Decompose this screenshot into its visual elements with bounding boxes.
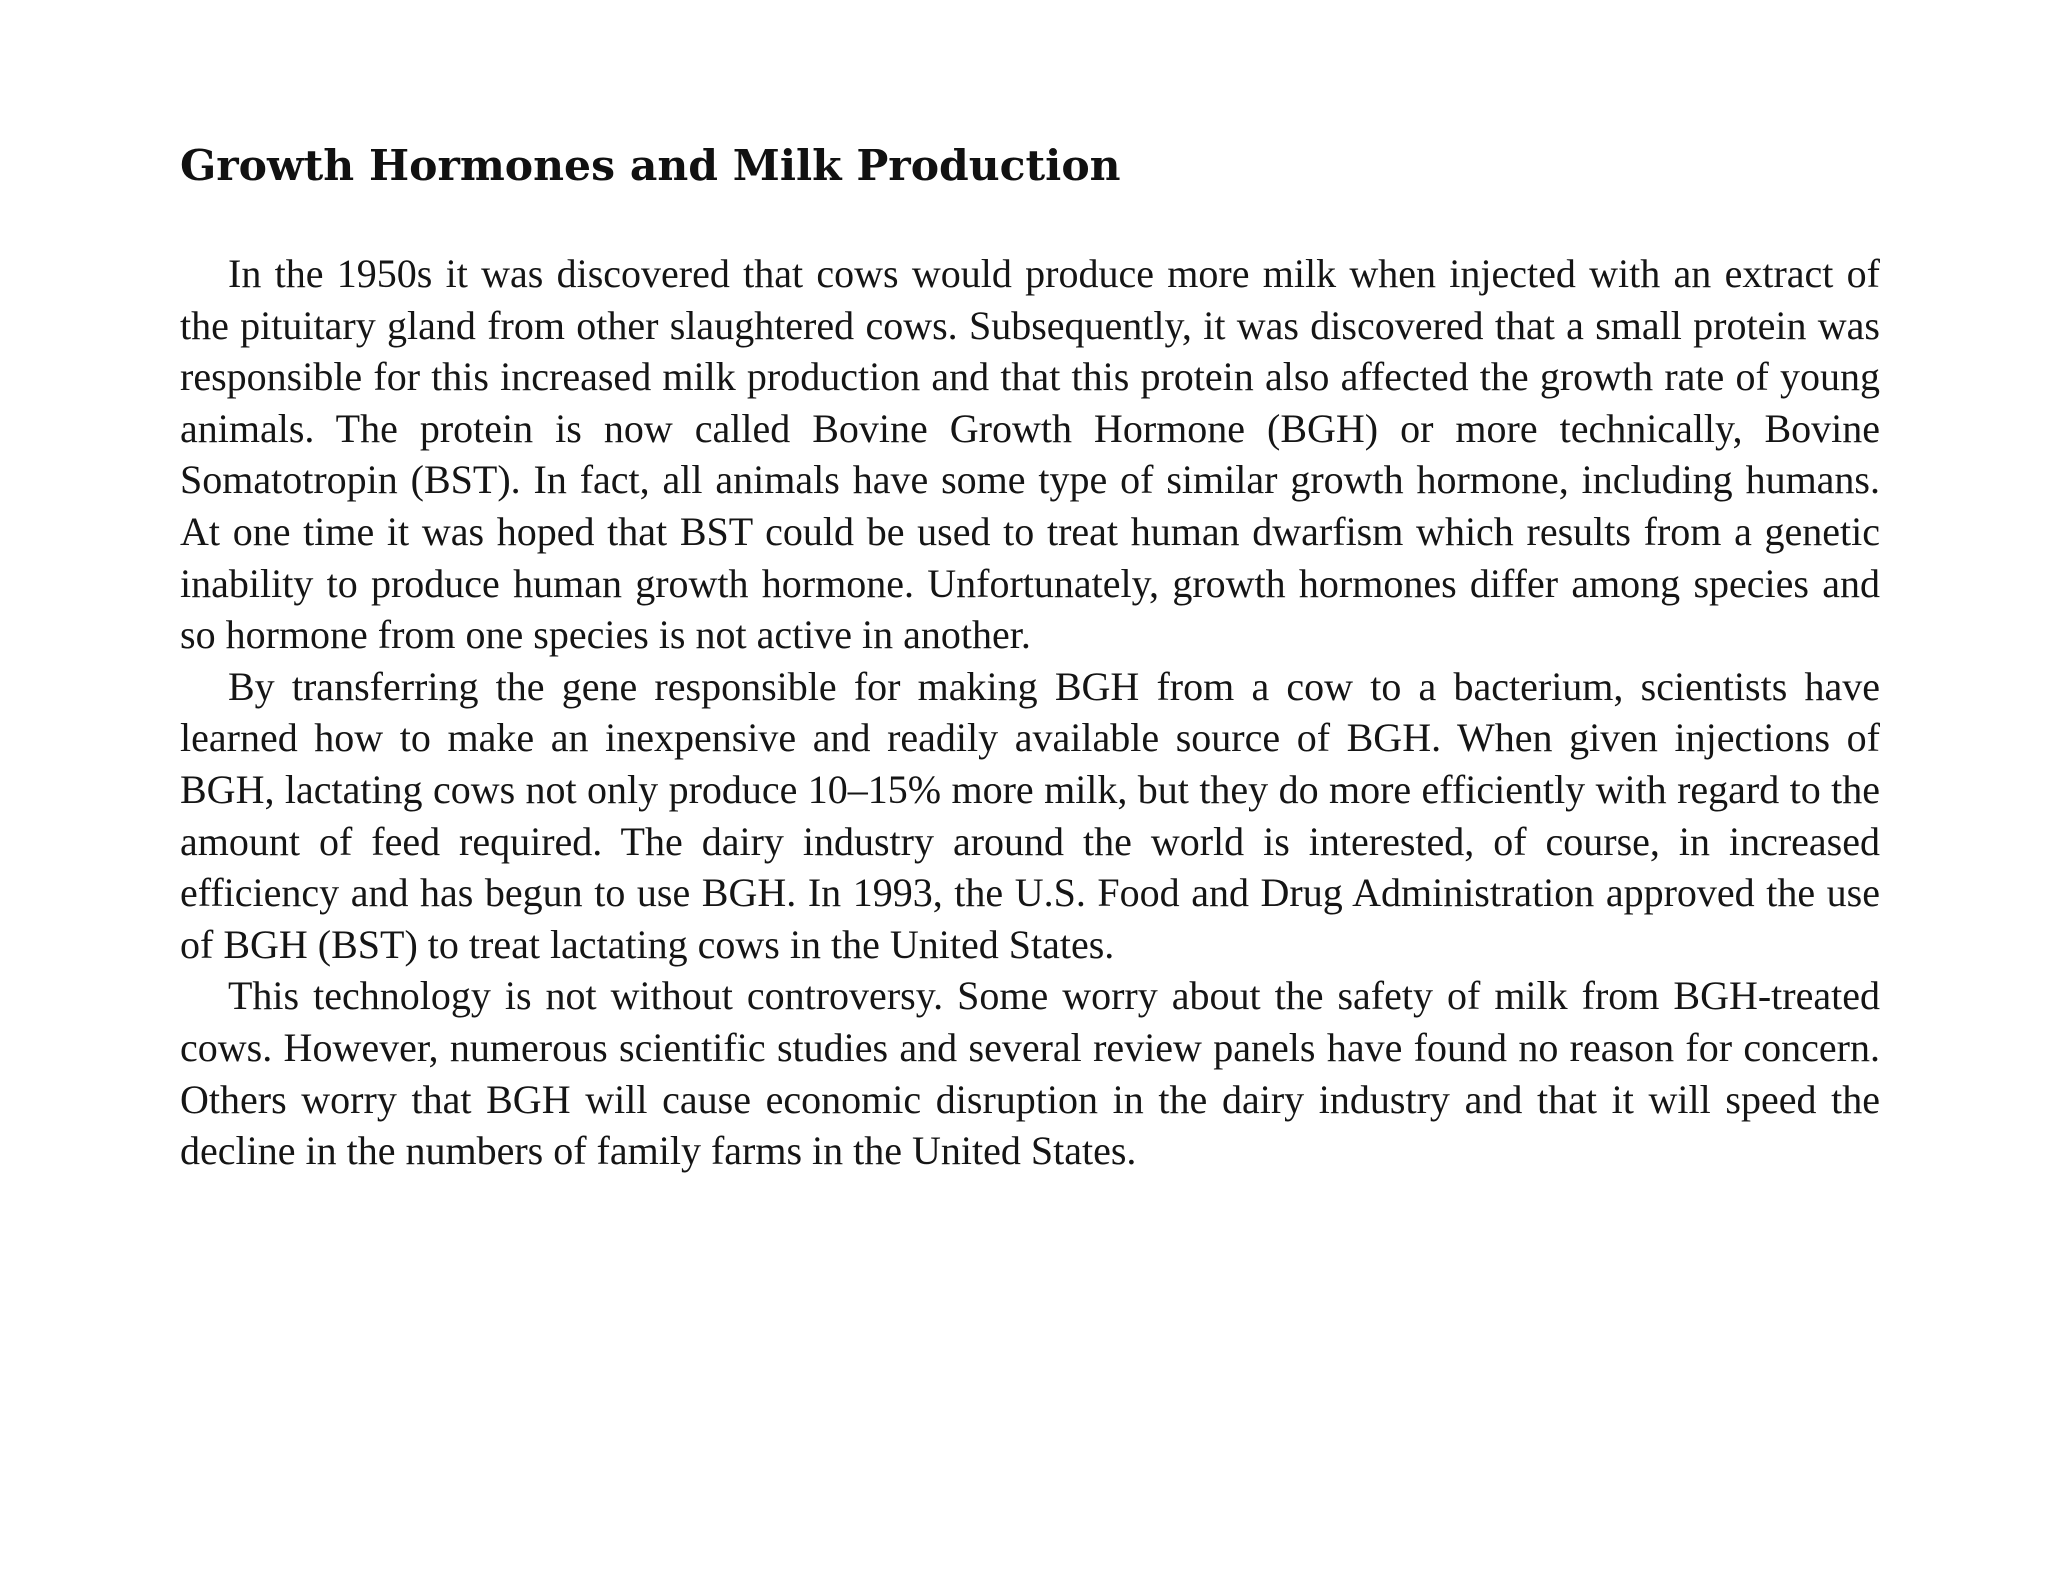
paragraph-history: In the 1950s it was discovered that cows would produce more milk when injected with an extract of the pituitary gland from other slaughtered cows. Subsequently, it was discovered that a small protein was responsible for this increased milk production and that this protein also affected the growth rate of young animals. The protein is now called Bovine Growth Hormone (BGH) or more technically, Bovine Somatotropin (BST). In fact, all animals have some type of similar growth hormone, including humans. At one time it was hoped that BST could be used to treat human dwarfism which results from a genetic inability to produce human growth hormone. Unfortunately, growth hormones differ among species and so hormone from one species is not active in another. — [180, 251, 1880, 658]
article-title: Growth Hormones and Milk Production — [180, 141, 1121, 191]
paragraph-controversy: This technology is not without controversy. Some worry about the safety of milk from BGH-treated cows. However, numerous scientific studies and several review panels have found no reason for concern. Others worry that BGH will cause economic disruption in the dairy industry and that it will speed the decline in the numbers of family farms in the United States. — [180, 973, 1880, 1174]
paragraph-gene-transfer: By transferring the gene responsible for making BGH from a cow to a bacterium, scientists have learned how to make an inexpensive and readily available source of BGH. When given injections of BGH, lactating cows not only produce 10–15% more milk, but they do more efficiently with regard to the amount of feed required. The dairy industry around the world is interested, of course, in increased efficiency and has begun to use BGH. In 1993, the U.S. Food and Drug Administration approved the use of BGH (BST) to treat lactating cows in the United States. — [180, 663, 1880, 967]
document-page — [180, 140, 1880, 1177]
